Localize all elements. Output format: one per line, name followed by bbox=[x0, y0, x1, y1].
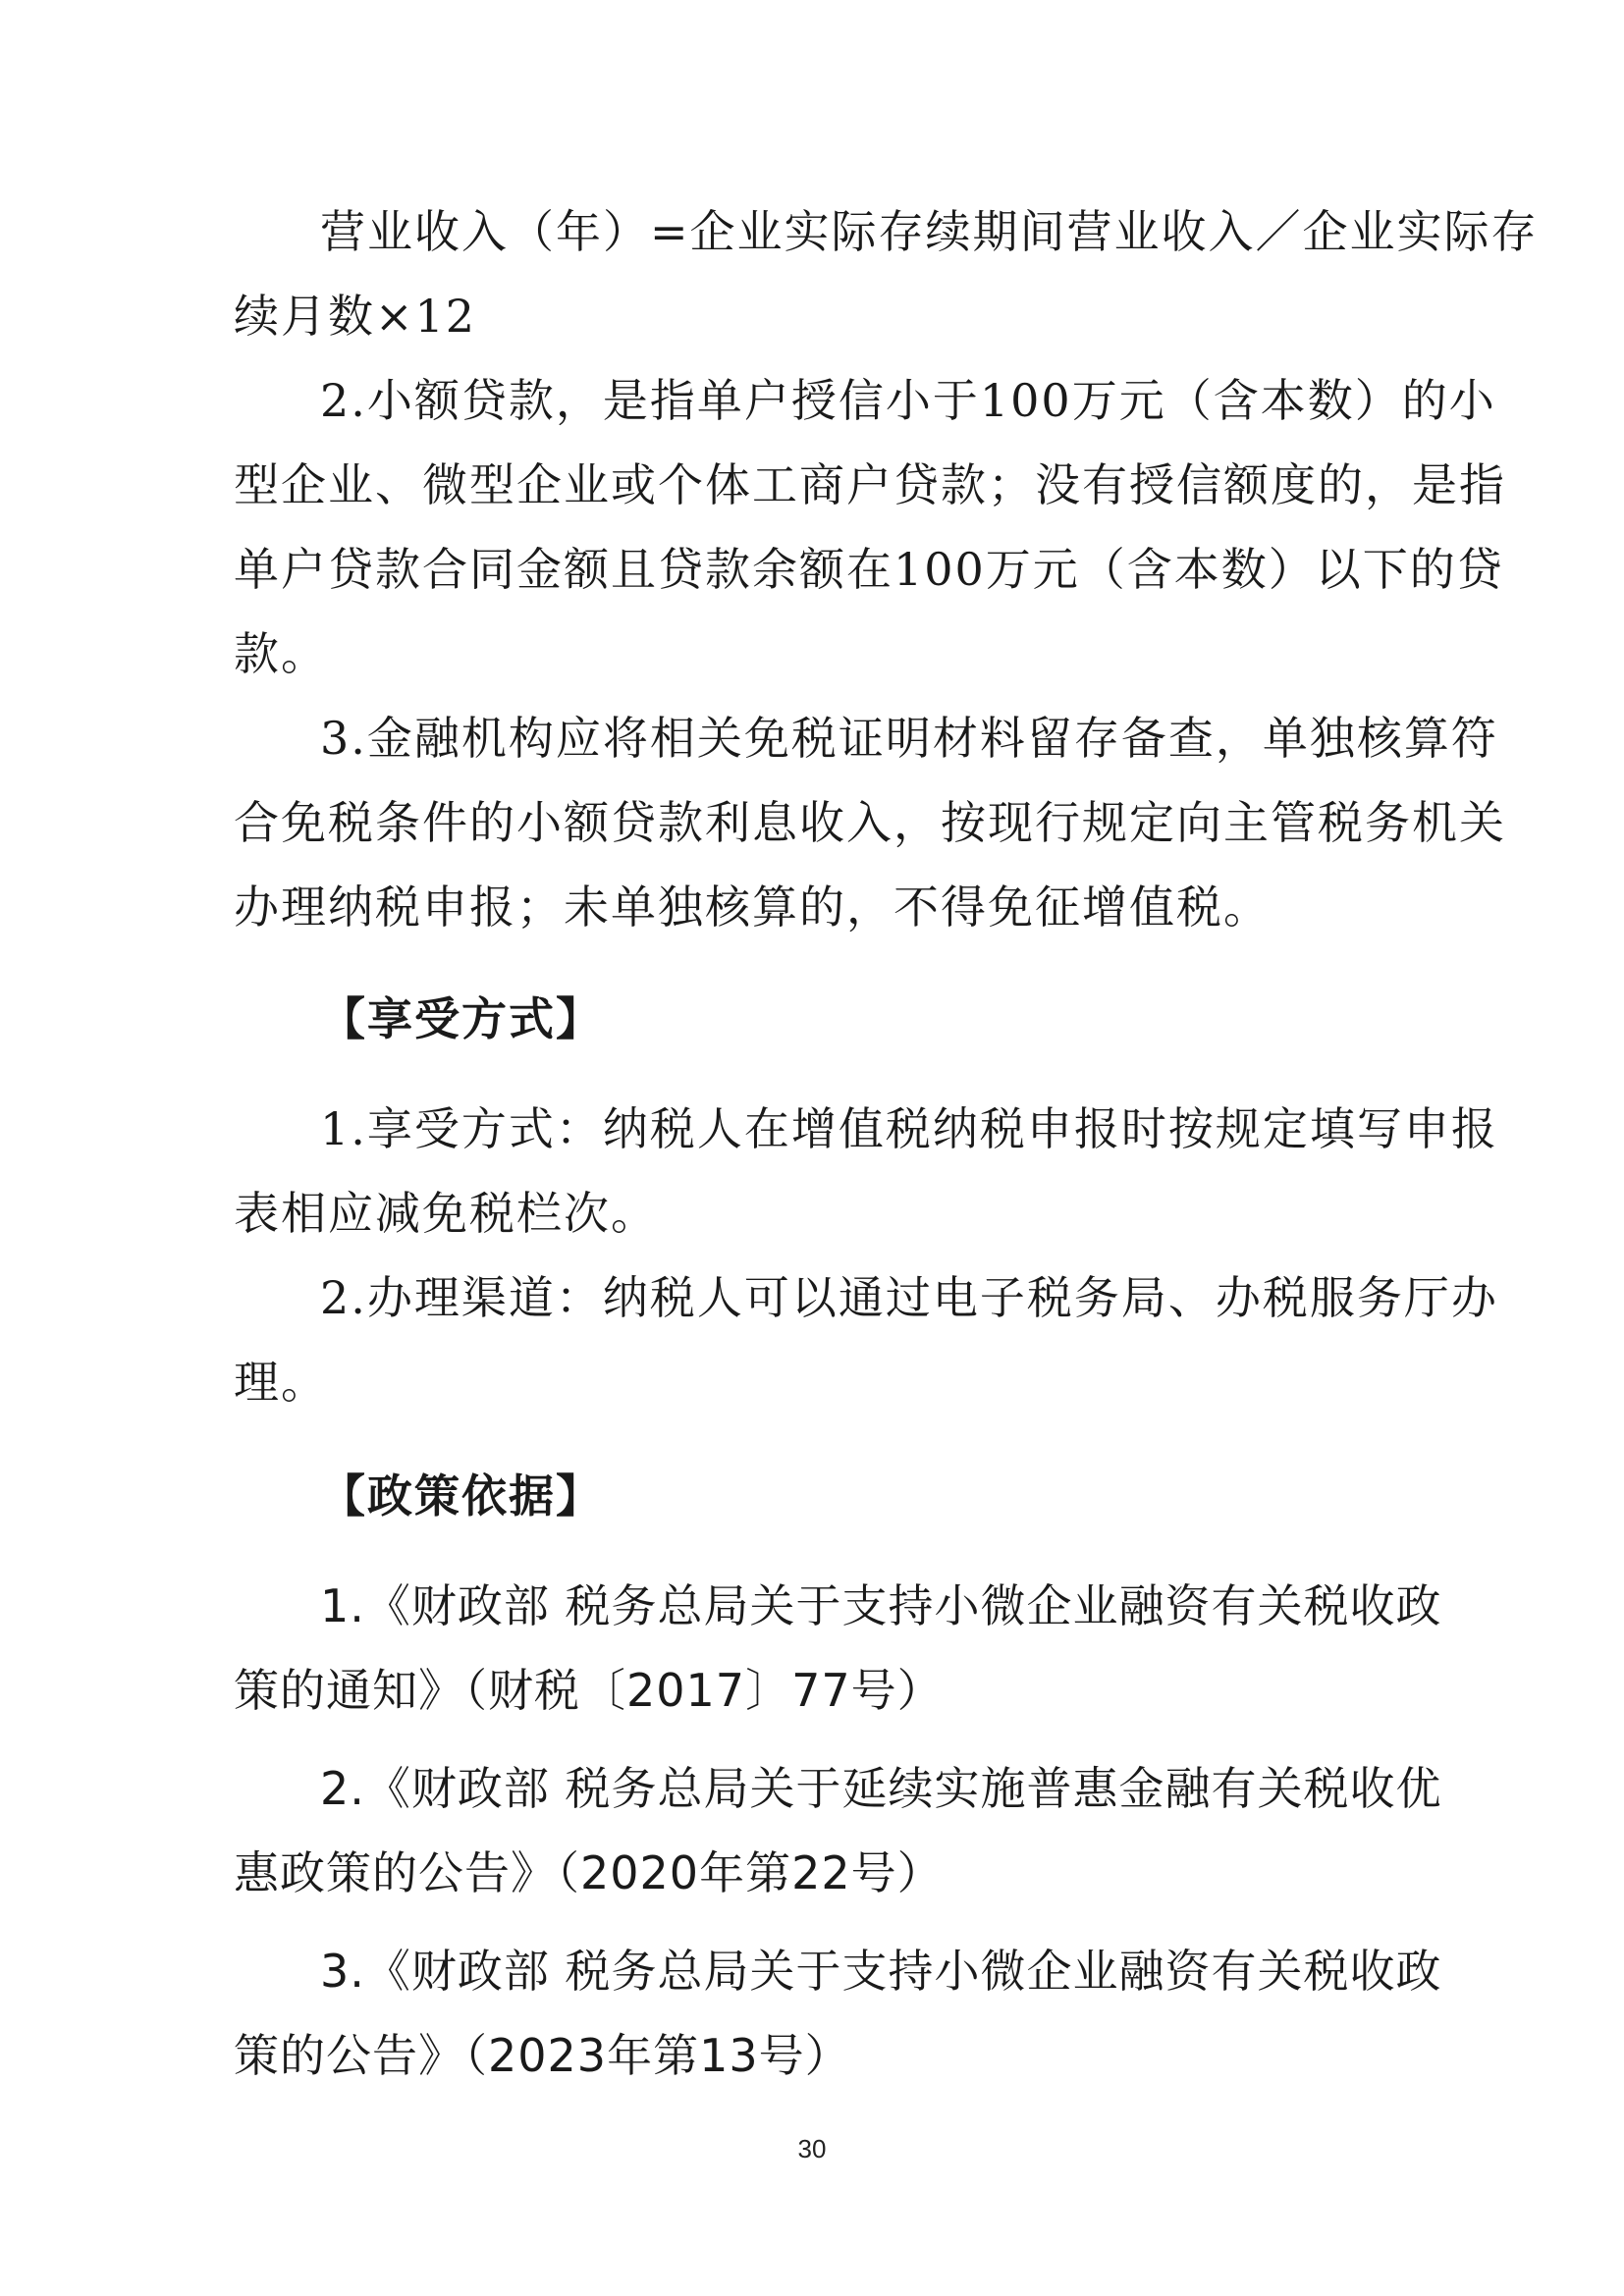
basis-item1-line-2: 策的通知》（财税〔2017〕77号） bbox=[234, 1664, 944, 1717]
basis-item1-line-1: 1.《财政部 税务总局关于支持小微企业融资有关税收政 bbox=[320, 1579, 1442, 1632]
enjoy-item1-line-1: 1.享受方式：纳税人在增值税纳税申报时按规定填写申报 bbox=[320, 1102, 1498, 1155]
item2-line-1: 2.小额贷款，是指单户授信小于100万元（含本数）的小 bbox=[320, 374, 1496, 427]
item2-line-2: 型企业、微型企业或个体工商户贷款；没有授信额度的，是指 bbox=[234, 458, 1506, 511]
item3-line-2: 合免税条件的小额贷款利息收入，按现行规定向主管税务机关 bbox=[234, 796, 1506, 849]
enjoy-item1-line-2: 表相应减免税栏次。 bbox=[234, 1187, 658, 1240]
item3-line-1: 3.金融机构应将相关免税证明材料留存备查，单独核算符 bbox=[320, 712, 1498, 765]
item2-line-3: 单户贷款合同金额且贷款余额在100万元（含本数）以下的贷 bbox=[234, 543, 1504, 596]
enjoy-item2-line-1: 2.办理渠道：纳税人可以通过电子税务局、办税服务厅办 bbox=[320, 1271, 1498, 1324]
page-number: 30 bbox=[797, 2134, 827, 2163]
basis-item2-line-1: 2.《财政部 税务总局关于延续实施普惠金融有关税收优 bbox=[320, 1762, 1442, 1815]
formula-line-1: 营业收入（年）=企业实际存续期间营业收入／企业实际存 bbox=[320, 205, 1539, 258]
enjoy-item2-line-2: 理。 bbox=[234, 1356, 328, 1409]
basis-item2-line-2: 惠政策的公告》（2020年第22号） bbox=[234, 1846, 944, 1899]
item2-line-4: 款。 bbox=[234, 627, 328, 680]
enjoy-heading: 【享受方式】 bbox=[320, 992, 603, 1045]
basis-item3-line-2: 策的公告》（2023年第13号） bbox=[234, 2029, 851, 2082]
basis-item3-line-1: 3.《财政部 税务总局关于支持小微企业融资有关税收政 bbox=[320, 1945, 1442, 1998]
basis-heading: 【政策依据】 bbox=[320, 1469, 603, 1522]
item3-line-3: 办理纳税申报；未单独核算的，不得免征增值税。 bbox=[234, 881, 1271, 934]
formula-line-2: 续月数×12 bbox=[234, 290, 477, 343]
